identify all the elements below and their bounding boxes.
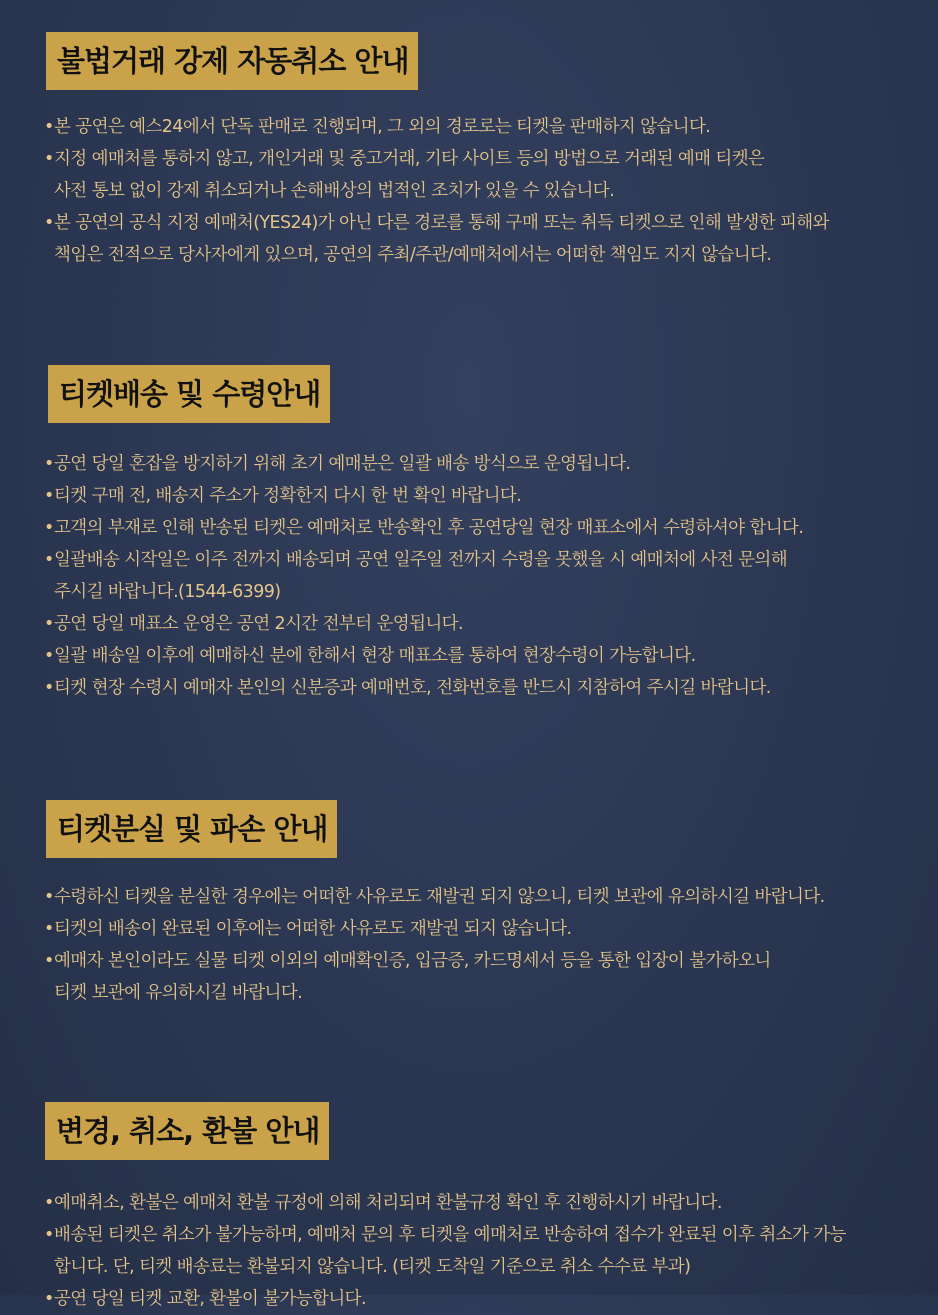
notice-line [44,672,924,704]
notice-continuation-line [44,1251,924,1283]
notice-item [44,913,924,945]
bullet-icon: • [44,486,54,506]
notice-item [44,1187,924,1219]
notice-item [44,881,924,913]
notice-text: 티켓 현장 수령시 예매자 본인의 신분증과 예매번호, 전화번호를 반드시 지참하여 주시길 바랍니다. [54,678,771,698]
notice-text: 본 공연은 예스24에서 단독 판매로 진행되며, 그 외의 경로로는 티켓을 판매하지 않습니다. [54,117,711,137]
notice-item [44,512,924,544]
notice-text: 예매자 본인이라도 실물 티켓 이외의 예매확인증, 입금증, 카드명세서 등을 통한 입장이 불가하오니 [54,951,771,971]
notice-text: 공연 당일 혼잡을 방지하기 위해 초기 예매분은 일괄 배송 방식으로 운영됩니다. [54,454,631,474]
notice-text: 예매취소, 환불은 예매처 환불 규정에 의해 처리되며 환불규정 확인 후 진행하시기 바랍니다. [54,1193,722,1213]
notice-text: 본 공연의 공식 지정 예매처(YES24)가 아닌 다른 경로를 통해 구매 또는 취득 티켓으로 인해 발생한 피해와 [54,213,829,233]
bullet-icon: • [44,887,54,907]
bullet-icon: • [44,1289,54,1309]
section-heading: 불법거래 강제 자동취소 안내 [46,32,418,90]
notice-line [44,111,924,143]
notice-line [44,608,924,640]
bullet-icon: • [44,213,54,233]
notice-text: 사전 통보 없이 강제 취소되거나 손해배상의 법적인 조치가 있을 수 있습니다. [54,181,615,201]
notice-line [44,544,924,576]
notice-continuation-line [44,175,924,207]
section-heading: 티켓배송 및 수령안내 [48,365,330,423]
notice-item [44,1283,924,1315]
bullet-icon: • [44,614,54,634]
notice-list [44,1187,924,1315]
notice-item [44,448,924,480]
notice-text: 주시길 바랍니다.(1544-6399) [54,582,281,602]
bullet-icon: • [44,1225,54,1245]
notice-list [44,448,924,704]
notice-item [44,480,924,512]
notice-text: 공연 당일 매표소 운영은 공연 2시간 전부터 운영됩니다. [54,614,463,634]
notice-text: 고객의 부재로 인해 반송된 티켓은 예매처로 반송확인 후 공연당일 현장 매표소에서 수령하셔야 합니다. [54,518,804,538]
notice-text: 배송된 티켓은 취소가 불가능하며, 예매처 문의 후 티켓을 예매처로 반송하여 접수가 완료된 이후 취소가 가능 [54,1225,846,1245]
notice-item [44,640,924,672]
notice-line [44,945,924,977]
notice-item [44,672,924,704]
notice-item [44,111,924,143]
notice-text: 티켓 보관에 유의하시길 바랍니다. [54,983,303,1003]
notice-line [44,207,924,239]
bullet-icon: • [44,1193,54,1213]
notice-text: 일괄배송 시작일은 이주 전까지 배송되며 공연 일주일 전까지 수령을 못했을 시 예매처에 사전 문의해 [54,550,788,570]
bullet-icon: • [44,149,54,169]
notice-list [44,111,924,271]
notice-item [44,1219,924,1283]
notice-item [44,945,924,1009]
notice-line [44,1219,924,1251]
notice-line [44,448,924,480]
notice-line [44,512,924,544]
bullet-icon: • [44,550,54,570]
bullet-icon: • [44,919,54,939]
section-heading: 티켓분실 및 파손 안내 [46,800,337,858]
notice-continuation-line [44,576,924,608]
notice-line [44,1187,924,1219]
notice-list [44,881,924,1009]
notice-text: 티켓의 배송이 완료된 이후에는 어떠한 사유로도 재발권 되지 않습니다. [54,919,572,939]
notice-continuation-line [44,239,924,271]
notice-text: 일괄 배송일 이후에 예매하신 분에 한해서 현장 매표소를 통하여 현장수령이 가능합니다. [54,646,696,666]
bullet-icon: • [44,454,54,474]
bullet-icon: • [44,678,54,698]
notice-text: 합니다. 단, 티켓 배송료는 환불되지 않습니다. (티켓 도착일 기준으로 취소 수수료 부과) [54,1257,691,1277]
notice-text: 티켓 구매 전, 배송지 주소가 정확한지 다시 한 번 확인 바랍니다. [54,486,522,506]
notice-text: 수령하신 티켓을 분실한 경우에는 어떠한 사유로도 재발권 되지 않으니, 티켓 보관에 유의하시길 바랍니다. [54,887,825,907]
notice-line [44,913,924,945]
notice-line [44,1283,924,1315]
notice-line [44,640,924,672]
notice-item [44,143,924,207]
notice-line [44,143,924,175]
notice-item [44,544,924,608]
notice-text: 책임은 전적으로 당사자에게 있으며, 공연의 주최/주관/예매처에서는 어떠한 책임도 지지 않습니다. [54,245,772,265]
notice-item [44,608,924,640]
bullet-icon: • [44,951,54,971]
notice-item [44,207,924,271]
bullet-icon: • [44,117,54,137]
notice-continuation-line [44,977,924,1009]
section-heading: 변경, 취소, 환불 안내 [45,1102,329,1160]
notice-text: 공연 당일 티켓 교환, 환불이 불가능합니다. [54,1289,366,1309]
notice-line [44,881,924,913]
bullet-icon: • [44,646,54,666]
notice-line [44,480,924,512]
bullet-icon: • [44,518,54,538]
notice-text: 지정 예매처를 통하지 않고, 개인거래 및 중고거래, 기타 사이트 등의 방법으로 거래된 예매 티켓은 [54,149,765,169]
